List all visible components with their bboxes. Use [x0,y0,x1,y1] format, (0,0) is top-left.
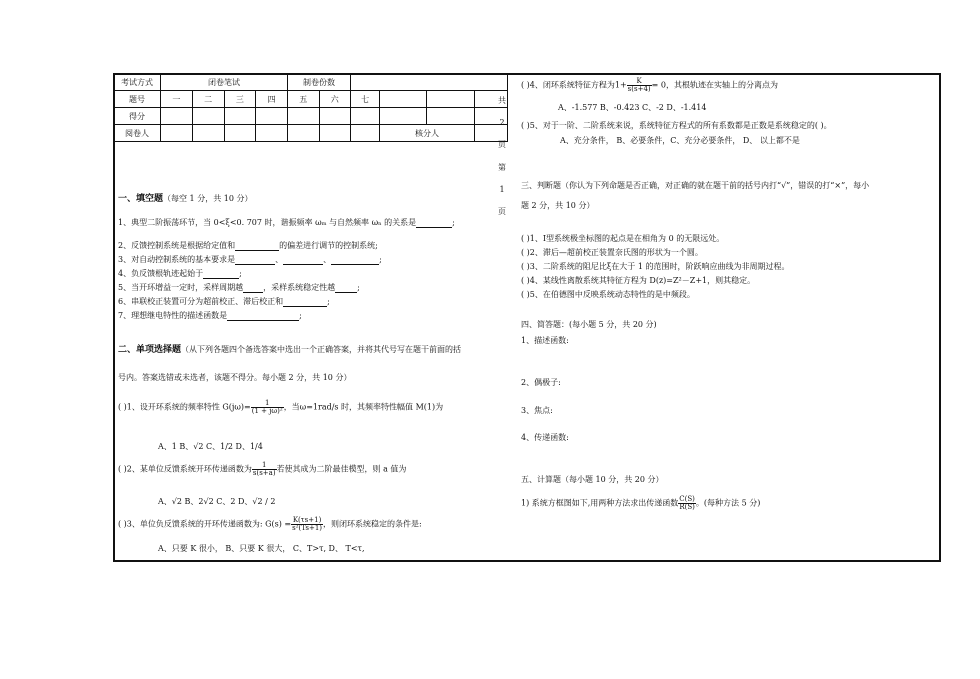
page-marker: 共 2 页 第 1 页 [498,96,506,216]
judge-q4: ( )4、某线性离散系统其特征方程为 D(z)=Z²－Z+1，则其稳定。 [521,276,756,285]
calc-q1: 1) 系统方框图如下,用两种方法求出传递函数 $\frac{C(S)}{R(S)}$ 。(每种方法 5 分) [521,495,761,511]
fill-q5: 5、当开环增益一定时，采样周期越 ，采样系统稳定性越 ; [118,283,360,292]
section2-heading: 二、单项选择题（从下列各题四个备选答案中选出一个正确答案，并将其代号写在题干前面的括 [118,345,462,355]
choice-q5: ( )5、对于一阶、二阶系统来说，系统特征方程式的所有系数都是正数是系统稳定的( )。 [521,121,832,130]
choice-q1-options: A、1 B、√2 C、1/2 D、1/4 [158,442,263,451]
short-q1: 1、描述函数: [521,336,569,345]
score-cell[interactable] [288,108,320,125]
section1-heading: 一、填空题（每空 1 分，共 10 分） [118,194,253,204]
exam-mode-label: 考试方式 [114,74,161,91]
judge-q2: ( )2、滞后—超前校正装置奈氏图的形状为一个圆。 [521,248,703,257]
score-cell[interactable] [319,108,351,125]
fraction: $\frac{K}{s(s+4)}$ [627,77,651,93]
score-header-table [113,73,508,142]
grader-label: 阅卷人 [114,125,161,142]
question-number: 一 [161,91,193,108]
choice-q3-options: A、只要 K 很小， B、只要 K 很大， C、T>τ, D、 T<τ, [158,544,365,553]
fraction: $\frac{1}{s(s+a)}$ [252,461,276,477]
choice-q4-options: A、-1.577 B、-0.423 C、-2 D、-1.414 [558,103,707,112]
judge-q5: ( )5、在伯德图中反映系统动态特性的是中频段。 [521,290,695,299]
fraction: $\frac{1}{\text{(1 + jω)²}}$ [251,399,283,415]
exam-mode-value: 闭卷笔试 [161,74,288,91]
section3-note: 题 2 分，共 10 分） [521,201,595,210]
section2-note: 号内。答案选错或未选者，该题不得分。每小题 2 分，共 10 分） [118,373,352,382]
fill-q4: 4、负反馈根轨迹起始于 ; [118,269,242,278]
question-number: 七 [351,91,380,108]
fill-q3: 3、对自动控制系统的基本要求是 、 、 ; [118,255,382,264]
fill-q6: 6、串联校正装置可分为超前校正、滞后校正和 ; [118,297,330,306]
section4-heading: 四、简答题：(每小题 5 分，共 20 分) [521,320,657,329]
score-cell[interactable] [351,108,380,125]
question-number: 三 [224,91,256,108]
score-cell[interactable] [256,108,288,125]
copies-value [351,74,508,91]
section5-heading: 五、计算题（每小题 10 分，共 20 分） [521,475,664,484]
fill-q7: 7、理想继电特性的描述函数是 ; [118,311,302,320]
short-q4: 4、传递函数: [521,433,569,442]
fraction: $\frac{K(\tau s+1)}{\text{s²(Ts+1)}}$ [292,516,323,532]
score-cell[interactable] [192,108,224,125]
short-q2: 2、偶极子: [521,378,561,387]
judge-q3: ( )3、二阶系统的阻尼比ξ在大于 1 的范围时，阶跃响应曲线为非周期过程。 [521,262,790,271]
choice-q2: ( )2、某单位反馈系统开环传递函数为 $\frac{1}{s(s+a)}$ 若使其成为二阶最佳模型，则 a 值为 [118,461,407,477]
short-q3: 3、焦点: [521,406,553,415]
score-label: 得分 [114,108,161,125]
judge-q1: ( )1、Ⅰ型系统极坐标图的起点是在相角为 0 的无限远处。 [521,234,725,243]
choice-q3: ( )3、单位负反馈系统的开环传递函数为: G(s) = $\frac{K(\tau s+1)}{\text{s²(Ts+1)}}$ ，则闭环系统稳定的条件是: [118,516,422,532]
section3-heading: 三、判断题（你认为下列命题是否正确，对正确的就在题干前的括号内打“√”，错误的打“×”，每小 [521,181,870,190]
score-cell[interactable] [224,108,256,125]
choice-q5-options: A、充分条件， B、必要条件，C、充分必要条件， D、 以上都不是 [560,136,800,145]
choice-q2-options: A、√2 B、2√2 C、2 D、√2 / 2 [158,497,276,506]
fill-q1: 1、典型二阶振荡环节，当 0<ξ<0. 707 时，谐振频率 ωₘ 与自然频率 ωₙ 的关系是 ; [118,218,455,227]
fill-q2: 2、反馈控制系统是根据给定值和 的偏差进行调节的控制系统; [118,241,378,250]
choice-q1: ( )1、设开环系统的频率特性 G(jω)= $\frac{1}{\text{(1 + jω)²}}$ ，当ω=1rad/s 时，其频率特性幅值 M(1)为 [118,399,444,415]
fraction: $\frac{C(S)}{R(S)}$ [679,495,695,511]
checker-label: 核分人 [380,125,475,142]
question-number: 四 [256,91,288,108]
choice-q4: ( )4、闭环系统特征方程为1+ $\frac{K}{s(s+4)}$ = 0，其根轨迹在实轴上的分离点为 [521,77,778,93]
question-number-label: 题号 [114,91,161,108]
question-number: 六 [319,91,351,108]
score-cell[interactable] [161,108,193,125]
copies-label: 制卷份数 [288,74,351,91]
question-number: 五 [288,91,320,108]
question-number: 二 [192,91,224,108]
